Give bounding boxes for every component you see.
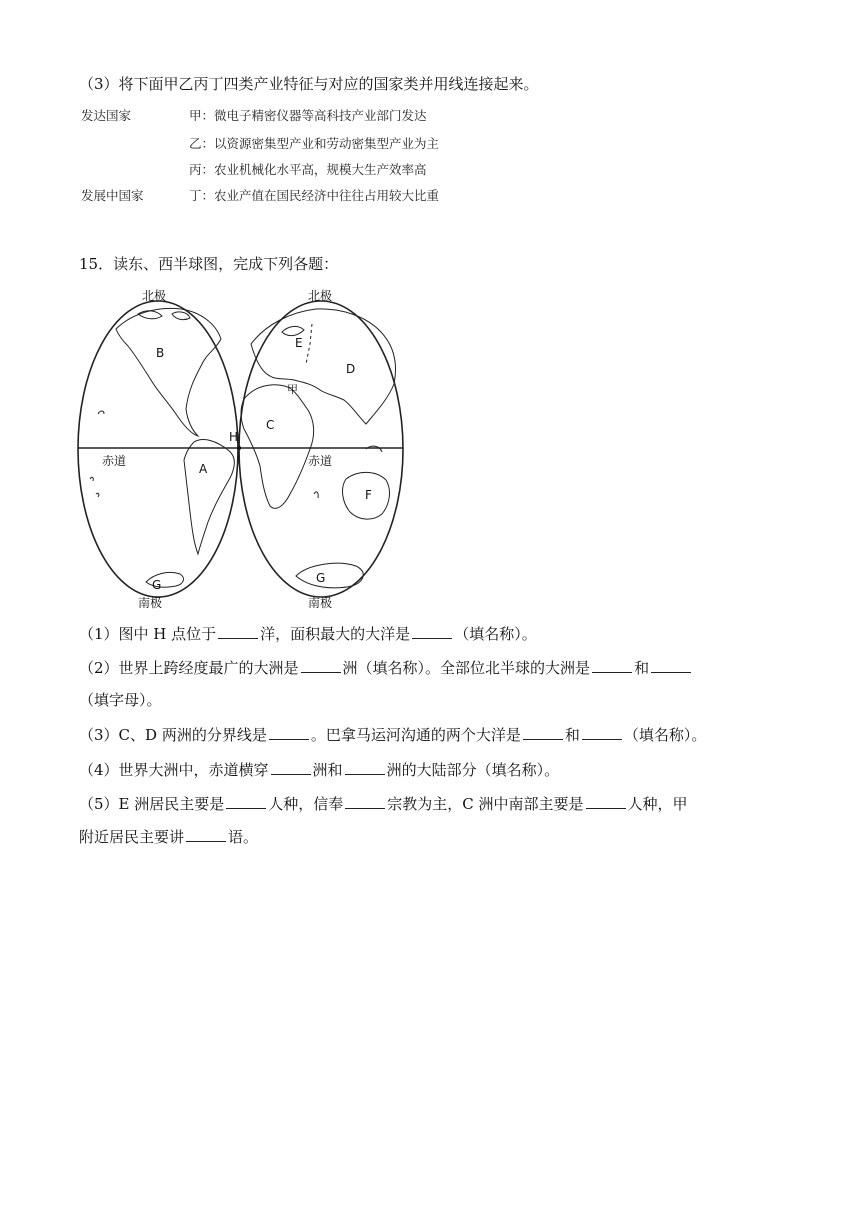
subquestion-1: （1）图中 H 点位于 洋，面积最大的大洋是 （填名称）。: [79, 625, 537, 643]
subquestion-5: （5）E 洲居民主要是 人种，信奉 宗教为主，C 洲中南部主要是 人种，甲: [79, 795, 688, 813]
blank[interactable]: [218, 624, 258, 639]
blank[interactable]: [271, 760, 311, 775]
blank[interactable]: [345, 794, 385, 809]
label-a: A: [199, 462, 208, 476]
west-equator-label: 赤道: [102, 454, 127, 468]
west-north-pole-label: 北极: [142, 289, 167, 303]
feature-jia: 甲：微电子精密仪器等高科技产业部门发达: [189, 108, 427, 123]
developing-country-label: 发展中国家: [81, 188, 144, 203]
developed-country-label: 发达国家: [81, 108, 132, 123]
blank[interactable]: [586, 794, 626, 809]
subquestion-2: （2）世界上跨经度最广的大洲是 洲（填名称）。全部位北半球的大洲是 和: [79, 658, 693, 678]
hemisphere-map: [76, 284, 406, 610]
label-c: C: [266, 418, 275, 432]
label-f: F: [365, 488, 372, 502]
feature-ding: 丁：农业产值在国民经济中往往占用较大比重: [189, 188, 440, 203]
west-south-pole-label: 南极: [138, 596, 163, 610]
blank[interactable]: [186, 827, 226, 842]
feature-yi: 乙：以资源密集型产业和劳动密集型产业为主: [189, 136, 440, 151]
blank[interactable]: [651, 658, 691, 673]
question-3-prompt: （3）将下面甲乙丙丁四类产业特征与对应的国家类并用线连接起来。: [79, 75, 539, 93]
eastern-hemisphere-outline: [239, 301, 403, 597]
question-15-title: 15．读东、西半球图，完成下列各题：: [79, 255, 339, 273]
blank[interactable]: [412, 624, 452, 639]
label-g-west: G: [152, 578, 162, 592]
label-g-east: G: [316, 571, 326, 585]
label-d: D: [346, 362, 356, 376]
blank[interactable]: [582, 725, 622, 740]
label-jia: 甲: [287, 383, 298, 396]
east-equator-label: 赤道: [308, 454, 333, 468]
industry-matching-table: [79, 103, 499, 205]
blank[interactable]: [592, 658, 632, 673]
east-south-pole-label: 南极: [308, 596, 333, 610]
blank[interactable]: [226, 794, 266, 809]
blank[interactable]: [345, 760, 385, 775]
label-e: E: [295, 336, 303, 350]
subquestion-5-cont: 附近居民主要讲 语。: [79, 828, 259, 846]
blank[interactable]: [269, 725, 309, 740]
east-north-pole-label: 北极: [308, 289, 333, 303]
point-h-marker: [237, 446, 241, 450]
blank[interactable]: [523, 725, 563, 740]
subquestion-3: （3）C、D 两洲的分界线是 。巴拿马运河沟通的两个大洋是 和 （填名称）。: [79, 726, 707, 744]
subquestion-4: （4）世界大洲中，赤道横穿 洲和 洲的大陆部分（填名称）。: [79, 761, 560, 779]
label-h: H: [229, 430, 239, 444]
blank[interactable]: [301, 658, 341, 673]
feature-bing: 丙：农业机械化水平高，规模大生产效率高: [189, 162, 427, 177]
label-b: B: [156, 346, 165, 360]
subquestion-2-cont: （填字母）。: [79, 691, 162, 709]
